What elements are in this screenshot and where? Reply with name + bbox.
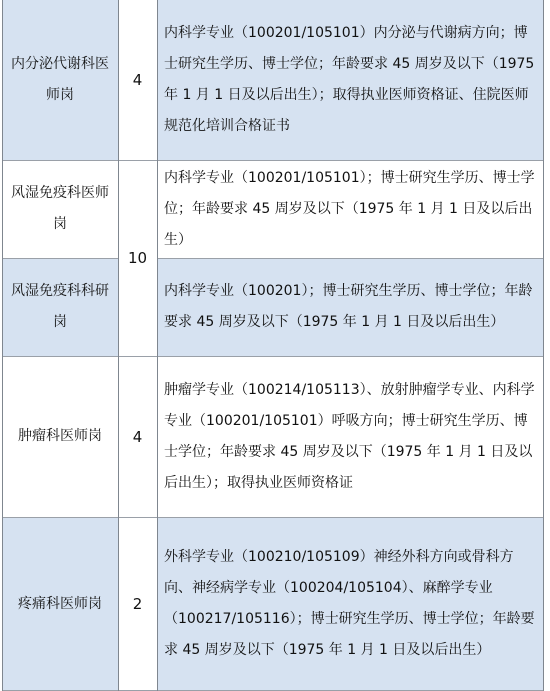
recruitment-table — [2, 0, 544, 691]
row-divider — [157, 258, 544, 259]
position-cell — [2, 356, 118, 517]
column-divider — [118, 0, 119, 691]
position-cell — [2, 160, 118, 258]
count-cell — [118, 0, 157, 160]
count-cell — [118, 517, 157, 691]
column-divider — [157, 0, 158, 691]
position-name: 风湿免疫科科研岗 — [11, 283, 109, 330]
position-cell — [2, 517, 118, 691]
position-count: 10 — [127, 249, 148, 267]
position-cell — [2, 258, 118, 356]
position-count: 2 — [132, 595, 143, 613]
requirements-text: 内科学专业（100201/105101）内分泌与代谢病方向；博士研究生学历、博士学位；年龄要求 45 周岁及以下（1975 年 1 月 1 日及以后出生）；取得执业医师资格证、住院医师规范化培训合格证书 — [164, 25, 535, 134]
requirements-text: 肿瘤学专业（100214/105113）、放射肿瘤学专业、内科学专业（100201/105101）呼吸方向；博士研究生学历、博士学位；年龄要求 45 周岁及以下（1975 年 1 月 1 日及以后出生）；取得执业医师资格证 — [164, 381, 535, 491]
requirements-text: 内科学专业（100201/105101）；博士研究生学历、博士学位；年龄要求 45 周岁及以下（1975 年 1 月 1 日及以后出生） — [164, 169, 535, 248]
requirements-cell — [157, 160, 544, 258]
position-name: 风湿免疫科医师岗 — [11, 185, 109, 232]
requirements-text: 内科学专业（100201）；博士研究生学历、博士学位；年龄要求 45 周岁及以下（1975 年 1 月 1 日及以后出生） — [164, 283, 533, 330]
position-count: 4 — [132, 427, 143, 446]
count-cell — [118, 356, 157, 517]
requirements-cell — [157, 0, 544, 160]
row-divider — [2, 517, 544, 518]
column-divider — [543, 0, 544, 691]
column-divider — [2, 0, 3, 691]
position-name: 内分泌代谢科医师岗 — [11, 56, 109, 103]
requirements-text: 外科学专业（100210/105109）神经外科方向或骨科方向、神经病学专业（100204/105104）、麻醉学专业（100217/105116）；博士研究生学历、博士学位；年龄要求 45 周岁及以下（1975 年 1 月 1 日及以后出生） — [164, 549, 535, 658]
count-cell — [118, 160, 157, 356]
requirements-cell — [157, 258, 544, 356]
requirements-cell — [157, 356, 544, 517]
row-divider — [2, 258, 118, 259]
position-name: 疼痛科医师岗 — [18, 595, 102, 612]
position-cell — [2, 0, 118, 160]
requirements-cell — [157, 517, 544, 691]
position-name: 肿瘤科医师岗 — [18, 428, 102, 444]
position-count: 4 — [132, 71, 143, 89]
row-divider — [2, 356, 544, 357]
row-divider — [2, 160, 544, 161]
